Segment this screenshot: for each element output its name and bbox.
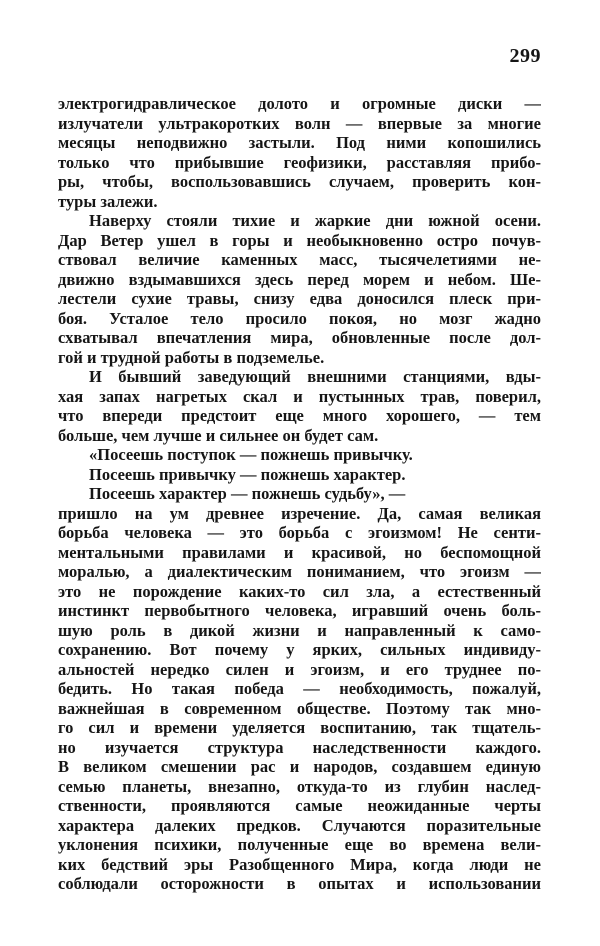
text-line: шую роль в дикой жизни и направленный к само- <box>58 620 541 640</box>
text-line: пришло на ум древнее изречение. Да, самая великая <box>58 503 541 523</box>
text-line: излучатели ультракоротких волн — впервые за многие <box>58 113 541 133</box>
text-line: схватывал впечатления мира, обновленные после дол- <box>58 328 541 347</box>
text-block <box>58 94 541 894</box>
text-line: И бывший заведующий внешними станциями, вды- <box>89 367 541 386</box>
text-line: В великом смешении рас и народов, создавшем единую <box>58 757 541 776</box>
text-line: это не порождение каких-то сил зла, а естественный <box>58 581 541 601</box>
text-line: Наверху стояли тихие и жаркие дни южной осени. <box>89 211 541 230</box>
text-line: хая запах нагретых скал и пустынных трав, поверил, <box>58 386 541 406</box>
text-line: больше, чем лучше и сильнее он будет сам. <box>58 425 379 445</box>
text-line: моралью, а диалектическим пониманием, что эгоизм — <box>58 562 541 581</box>
text-line: движно вздымавшихся здесь перед морем и небом. Ше- <box>58 269 541 289</box>
text-line: гой и трудной работы в подземелье. <box>58 347 325 367</box>
text-line: ких бедствий эры Разобщенного Мира, когда люди не <box>58 854 541 874</box>
text-line: сохранению. Вот почему у ярких, сильных индивиду- <box>58 640 541 659</box>
text-line: ствовал величие каменных масс, тысячелетиями не- <box>58 250 541 269</box>
text-line: соблюдали осторожности в опытах и использовании <box>58 874 541 893</box>
text-line: борьба человека — это борьба с эгоизмом! Не сенти- <box>58 523 541 542</box>
text-line: только что прибывшие геофизики, расставляя прибо- <box>58 152 541 172</box>
text-line: Дар Ветер ушел в горы и необыкновенно остро почув- <box>58 230 541 250</box>
text-line: электрогидравлическое долото и огромные диски — <box>58 94 541 113</box>
text-line: бедить. Но такая победа — необходимость, пожалуй, <box>58 679 541 698</box>
text-line: Посеешь привычку — пожнешь характер. <box>89 464 406 484</box>
text-line: важнейшая в современном обществе. Поэтому так мно- <box>58 698 541 718</box>
text-line: что впереди предстоит еще много хорошего, — тем <box>58 406 541 425</box>
text-line: Посеешь характер — пожнешь судьбу», — <box>89 484 406 503</box>
text-line: уклонения психики, полученные еще во времена вели- <box>58 835 541 854</box>
text-line: ры, чтобы, воспользовавшись случаем, проверить кон- <box>58 172 541 191</box>
text-line: лестели сухие травы, снизу едва доносился плеск при- <box>58 289 541 308</box>
page-number: 299 <box>509 45 541 67</box>
text-line: ментальными правилами и красивой, но беспомощной <box>58 542 541 562</box>
text-line: ственности, проявляются самые неожиданные черты <box>58 796 541 815</box>
text-line: «Посеешь поступок — пожнешь привычку. <box>89 445 413 464</box>
text-line: месяцы неподвижно застыли. Под ними копошились <box>58 133 541 152</box>
text-line: но изучается структура наследственности каждого. <box>58 737 541 757</box>
text-line: инстинкт первобытного человека, игравший очень боль- <box>58 601 541 620</box>
text-line: туры залежи. <box>58 191 158 211</box>
text-line: альностей нередко силен и эгоизм, и его труднее по- <box>58 659 541 679</box>
text-line: семью планеты, внезапно, откуда-то из глубин наслед- <box>58 776 541 796</box>
text-line: го сил и времени уделяется воспитанию, так тщатель- <box>58 718 541 737</box>
text-line: характера далеких предков. Случаются поразительные <box>58 815 541 835</box>
text-line: боя. Усталое тело просило покоя, но мозг жадно <box>58 308 541 328</box>
